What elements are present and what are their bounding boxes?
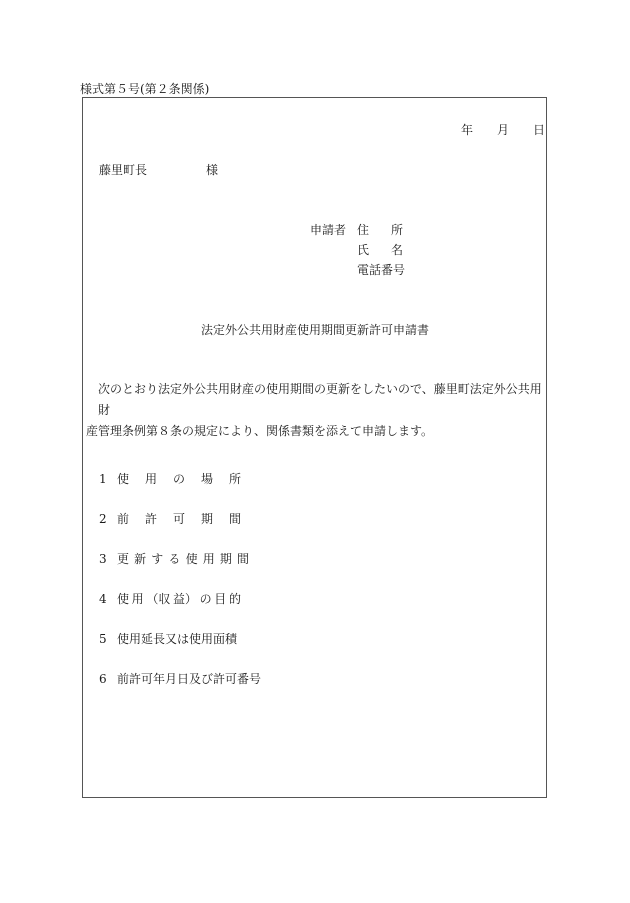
item-number: 2: [99, 512, 107, 526]
item-label: 更 新 す る 使 用 期 間: [117, 552, 249, 566]
item-label: 前 許 可 期 間: [117, 512, 241, 526]
date-year-label: 年: [461, 123, 474, 137]
item-5: [99, 633, 237, 645]
body-line-1: 次のとおり法定外公共用財産の使用期間の更新をしたいので、藤里町法定外公共用財: [98, 382, 542, 417]
form-number: 様式第５号(第２条関係): [80, 82, 210, 96]
item-6: [99, 673, 261, 685]
item-number: 3: [99, 552, 107, 566]
item-3: [99, 553, 249, 565]
applicant-address-label: [357, 224, 403, 236]
address-char-1: 住: [357, 223, 370, 237]
addressee-honorific: 様: [206, 163, 219, 177]
item-number: 6: [99, 672, 107, 686]
name-char-2: 名: [390, 243, 403, 257]
item-label: 使 用 （収 益） の 目 的: [117, 592, 241, 606]
item-number: 1: [99, 472, 107, 486]
item-1: [99, 473, 241, 485]
addressee-name: 藤里町長: [99, 163, 148, 177]
item-2: [99, 513, 241, 525]
document-title: 法定外公共用財産使用期間更新許可申請書: [200, 323, 429, 337]
name-char-1: 氏: [357, 243, 370, 257]
item-number: 5: [99, 632, 107, 646]
date-month-label: 月: [497, 123, 510, 137]
applicant-label: 申請者: [310, 223, 347, 237]
item-label: 使 用 の 場 所: [117, 472, 241, 486]
body-text: [86, 379, 547, 442]
applicant-phone-label: 電話番号: [357, 263, 406, 277]
form-frame: [82, 97, 547, 798]
body-line-2: 産管理条例第８条の規定により、関係書類を添えて申請します。: [86, 424, 434, 438]
date-day-label: 日: [533, 123, 546, 137]
item-number: 4: [99, 592, 107, 606]
item-4: [99, 593, 241, 605]
applicant-name-label: [357, 244, 403, 256]
item-label: 前許可年月日及び許可番号: [117, 672, 262, 686]
address-char-2: 所: [390, 223, 403, 237]
item-label: 使用延長又は使用面積: [117, 632, 238, 646]
